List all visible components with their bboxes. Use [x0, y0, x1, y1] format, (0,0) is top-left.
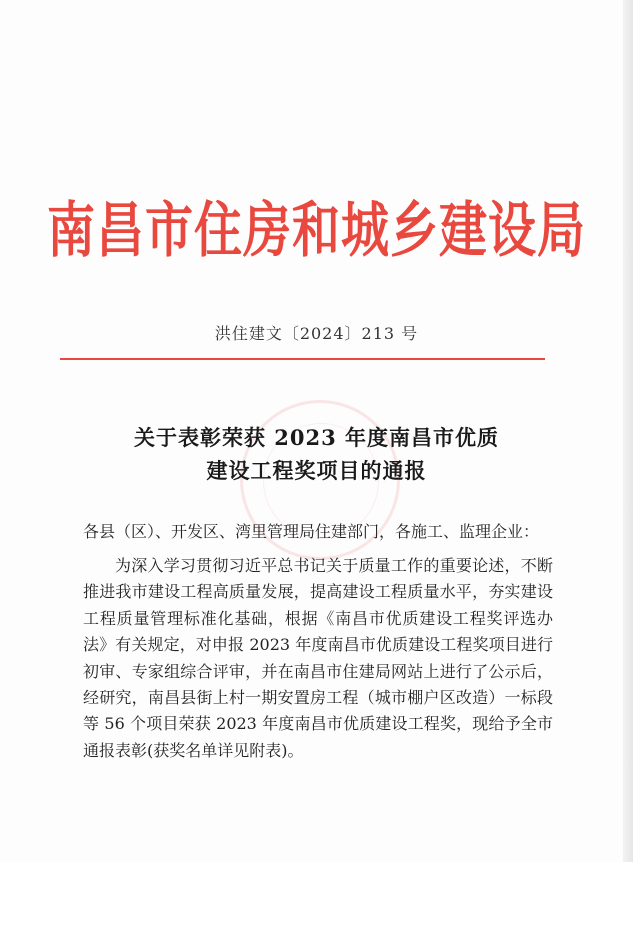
page-bottom-margin — [0, 862, 633, 926]
agency-masthead: 南昌市住房和城乡建设局 — [46, 195, 586, 266]
notice-title-line-1: 关于表彰荣获 2023 年度南昌市优质 — [133, 425, 500, 450]
red-divider-line — [60, 358, 545, 360]
salutation: 各县（区）、开发区、湾里管理局住建部门，各施工、监理企业： — [83, 522, 540, 541]
body-paragraph: 为深入学习贯彻习近平总书记关于质量工作的重要论述，不断推进我市建设工程高质量发展，提高建设工程质量水平，夯实建设工程质量管理标准化基础，根据《南昌市优质建设工程奖评选办法》有关规定，对申报 2023 年度南昌市优质建设工程奖项目进行初审、专家组综合评审，并在南昌市住建局网站上进行了公示后，经研究，南昌县街上村一期安置房工程（城市棚户区改造）一标段等 56 个项目荣获 2023 年度南昌市优质建设工程奖，现给予全市通报表彰(获奖名单详见附表)。 — [83, 556, 553, 760]
notice-title-line-2: 建设工程奖项目的通报 — [206, 458, 427, 483]
document-number: 洪住建文〔2024〕213 号 — [214, 324, 419, 343]
